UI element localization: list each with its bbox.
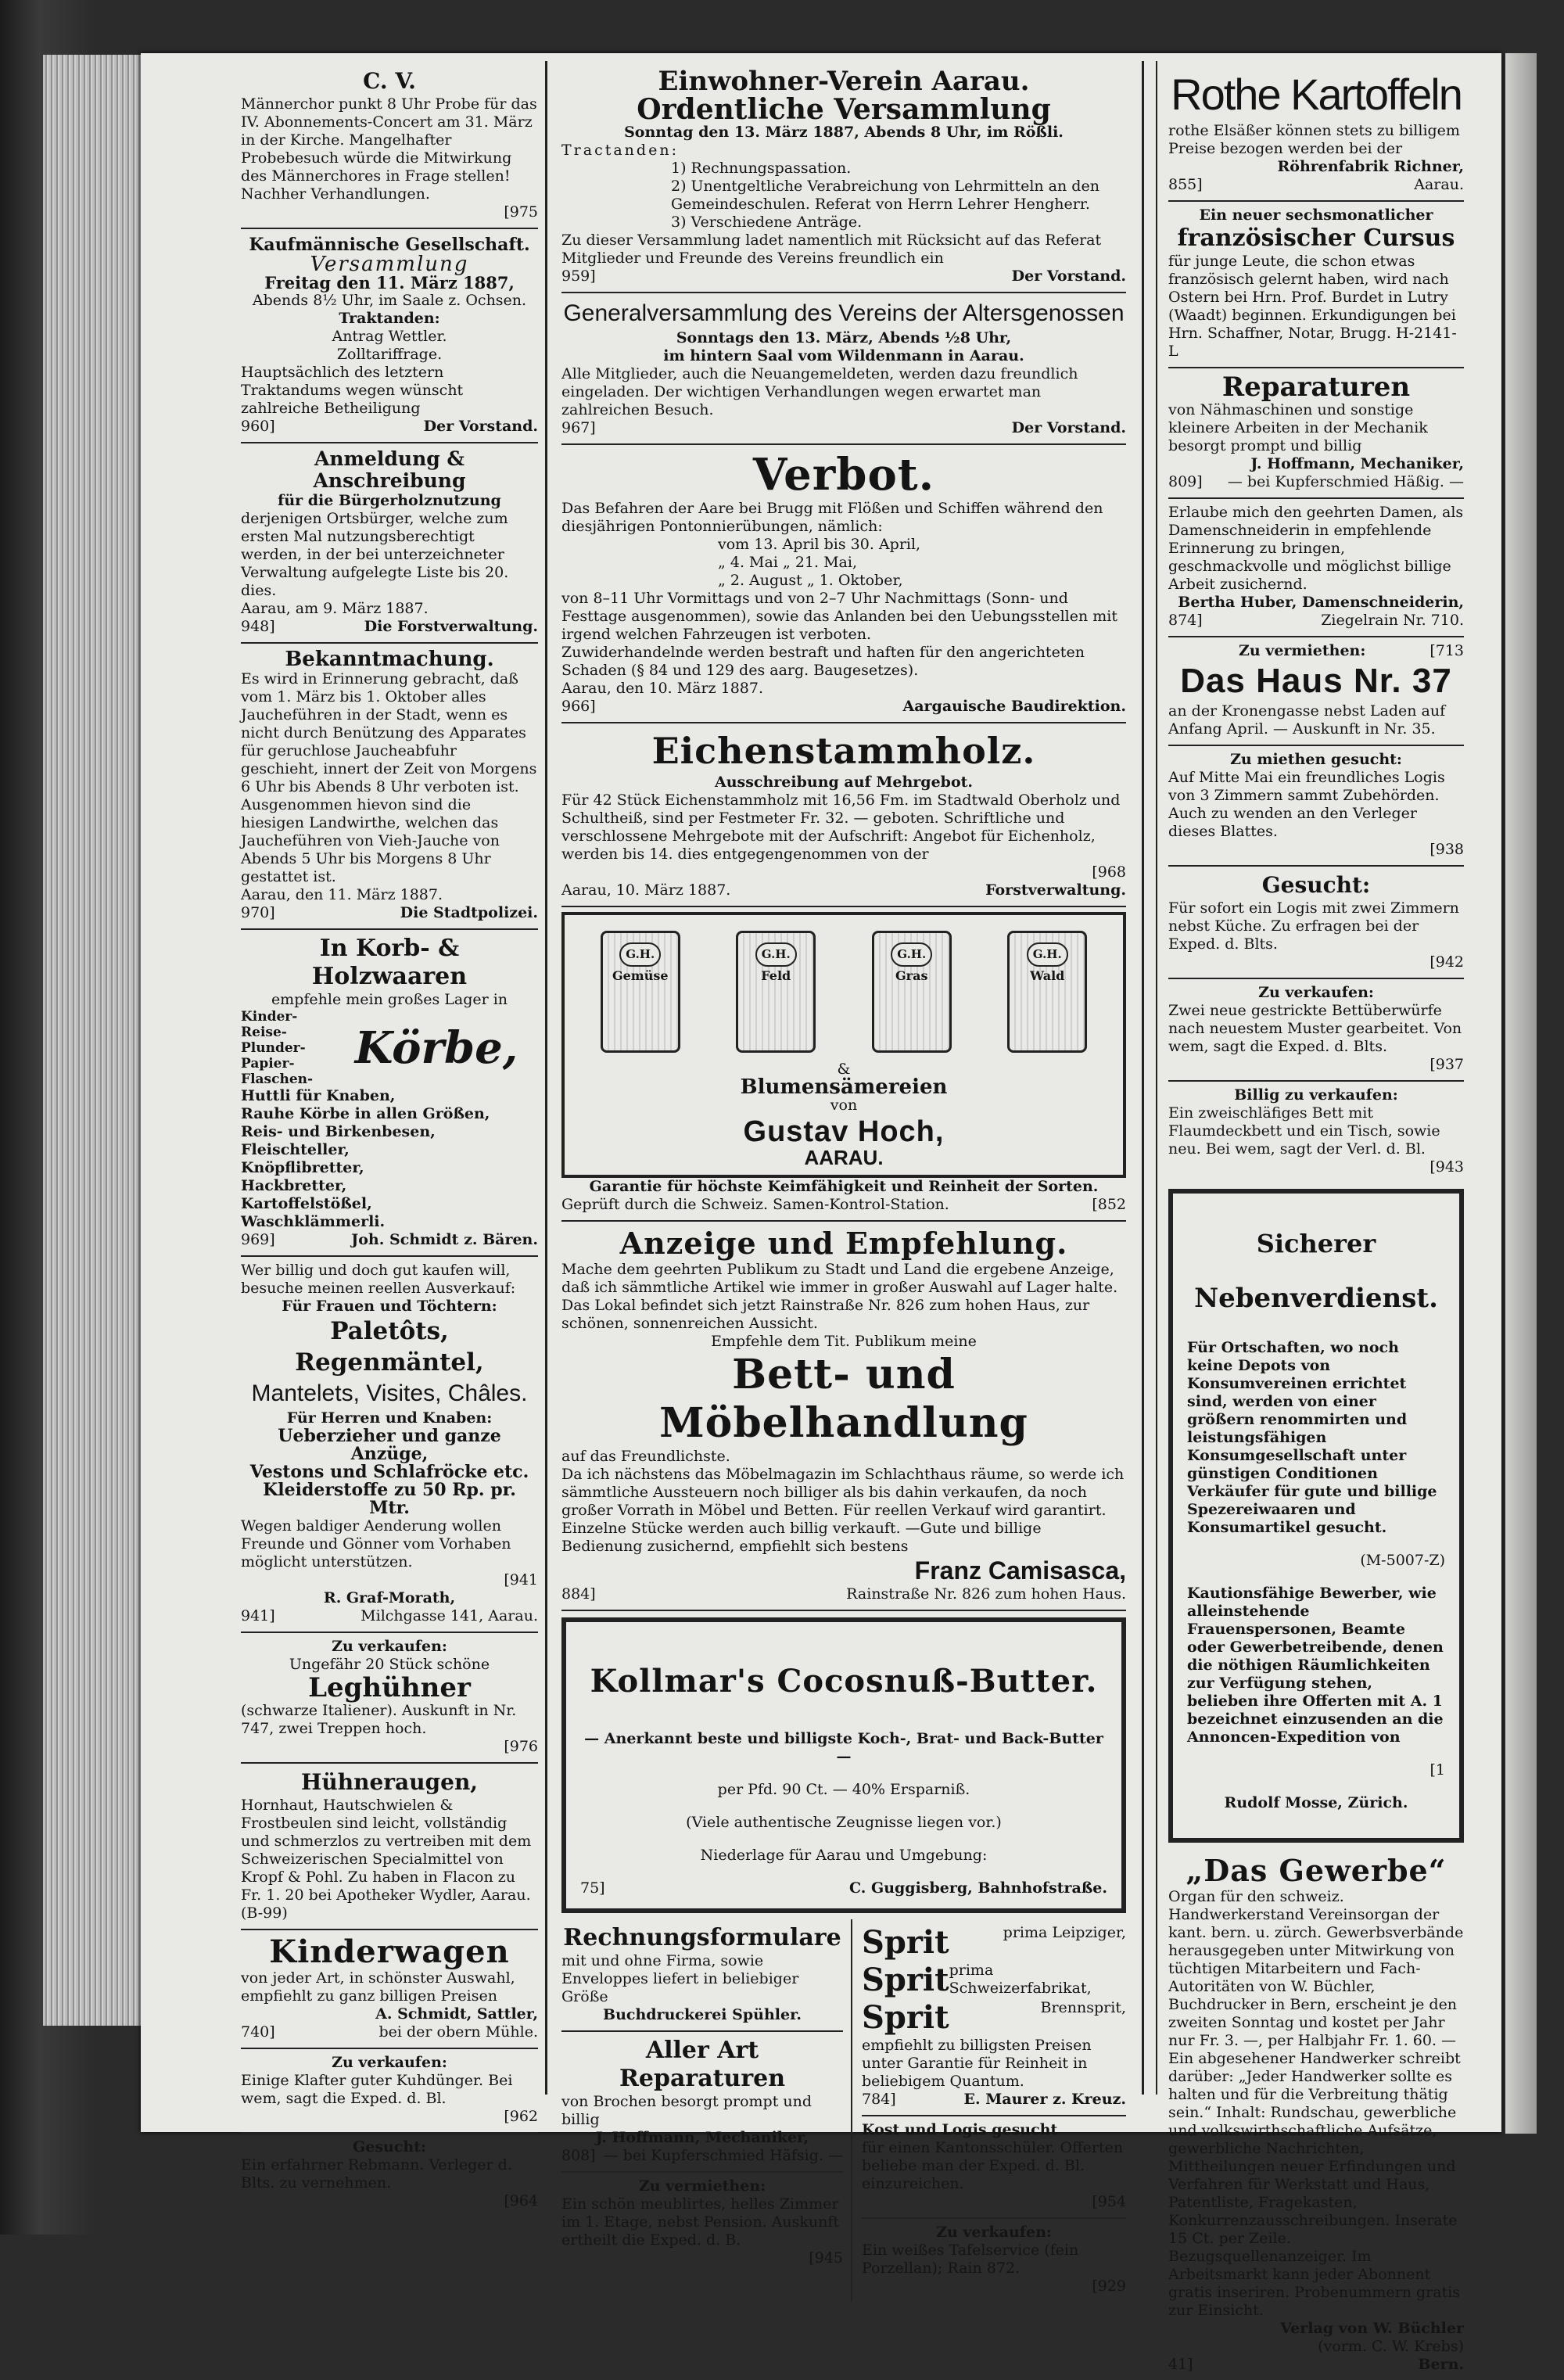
- ad-number: 855]: [1168, 176, 1203, 193]
- ad-kleider: [241, 1257, 538, 1633]
- ad-signature: Buchdruckerei Spühler.: [603, 2006, 802, 2023]
- ad-signature: J. Hoffmann, Mechaniker,: [1250, 455, 1464, 472]
- ad-camisasca: [561, 1222, 1126, 1611]
- seed-sack-icon: [1007, 931, 1087, 1053]
- list-item: Waschklämmerli.: [241, 1213, 386, 1230]
- ad-date: Aarau, am 9. März 1887.: [241, 600, 429, 617]
- ad-address: — bei Kupferschmied Häßig. —: [1227, 473, 1464, 490]
- ad-date: Sonntags den 13. März, Abends ½8 Uhr,: [676, 329, 1012, 346]
- ad-ampersand: &: [837, 1061, 851, 1078]
- ad-rebmann: [241, 2134, 538, 2217]
- ad-title: Kinderwagen: [269, 1933, 510, 1970]
- list-item: Kartoffelstößel,: [241, 1195, 372, 1212]
- ad-subtitle: für die Bürgerholznutzung: [278, 492, 501, 509]
- ad-tafelservice: [862, 2219, 1126, 2302]
- ad-number: 884]: [561, 1585, 596, 1603]
- ad-signature: Der Vorstand.: [1011, 267, 1126, 285]
- ad-subtitle: Versammlung: [310, 253, 469, 276]
- ad-date: Aarau, den 11. März 1887.: [241, 886, 443, 903]
- ad-number: 784]: [862, 2091, 896, 2108]
- ad-text: Ein zweischläfiges Bett mit Flaumdeckbett und ein Tisch, sowie neu. Bei wem, sagt der Verl. d. Bl.: [1168, 1104, 1440, 1158]
- ad-title: Gesucht:: [1261, 872, 1371, 898]
- ad-city: Bern.: [1418, 2356, 1464, 2373]
- ad-text: — Anerkannt beste und billigste Koch-, Brat- und Back-Butter —: [584, 1730, 1103, 1765]
- ad-text: Es wird in Erinnerung gebracht, daß vom 1. März bis 1. Oktober alles Jaucheführen in der Stadt, wenn es nicht durch Benützung des Apparates für geruchlose Jaucheabfuhr geschieht, innert der Zeit von Morgens 6 Uhr bis Abends 8 Uhr verboten ist.: [241, 670, 537, 795]
- ad-signature: C. Guggisberg, Bahnhofstraße.: [848, 1879, 1107, 1897]
- ad-signature: Bertha Huber, Damenschneiderin,: [1178, 594, 1464, 611]
- ad-date: Aarau, 10. März 1887.: [561, 881, 731, 899]
- ad-title: Zu vermiethen:: [1239, 642, 1366, 659]
- ad-item: 1) Rechnungspassation.: [671, 160, 852, 177]
- sprit-word: Sprit: [862, 1924, 949, 1961]
- ad-title: Sicherer: [1256, 1229, 1376, 1258]
- ad-signature: Forstverwaltung.: [985, 881, 1126, 899]
- ad-kollmar: [561, 1617, 1126, 1913]
- ad-number: 966]: [561, 698, 596, 715]
- ad-number: 941]: [241, 1607, 275, 1624]
- ad-text: Für 42 Stück Eichenstammholz mit 16,56 Fm. im Stadtwald Oberholz und Schultheiß, sind per Festmeter Fr. 32. — geboten. Schriftliche und verschlossene Mehrgebote mit der Aufschrift: Angebot für Eichenholz, werden bis 14. dies entgegengenommen von der: [561, 792, 1121, 863]
- ad-signature: J. Hoffmann, Mechaniker,: [595, 2129, 809, 2146]
- ad-signature: Franz Camisasca,: [914, 1556, 1126, 1585]
- ad-title: In Korb- & Holzwaaren: [311, 935, 468, 990]
- ad-text: Für sofort ein Logis mit zwei Zimmern nebst Küche. Zu erfragen bei der Exped. d. Blts.: [1168, 899, 1459, 953]
- ad-text: Hauptsächlich des letztern Traktandums wegen wünscht zahlreiche Betheiligung: [241, 364, 464, 417]
- ad-number: [942: [1429, 953, 1464, 971]
- ad-text: auf das Freundlichste.: [561, 1448, 730, 1465]
- ad-title: Einwohner-Verein Aarau.: [658, 66, 1030, 97]
- ad-item: 3) Verschiedene Anträge.: [671, 214, 863, 231]
- list-item: Reise-: [241, 1025, 287, 1040]
- ad-franzoesisch: [1168, 202, 1464, 368]
- ad-line: Vestons und Schlafröcke etc.: [249, 1462, 529, 1482]
- ad-haus: [1168, 637, 1464, 746]
- ad-text: von jeder Art, in schönster Auswahl, empfiehlt zu ganz billigen Preisen: [241, 1969, 515, 2005]
- ad-address: Rainstraße Nr. 826 zum hohen Haus.: [846, 1585, 1126, 1603]
- ad-kartoffeln: [1168, 63, 1464, 202]
- ad-text: Alle Mitglieder, auch die Neuangemeldeten, werden dazu freundlich eingeladen. Der wichtigen Verhandlungen wegen erwartet man zahlreichen Besuch.: [561, 365, 1078, 418]
- ad-subtitle: Für Herren und Knaben:: [286, 1409, 493, 1427]
- ad-text: empfiehlt zu billigsten Preisen unter Garantie für Reinheit in beliebigem Quantum.: [862, 2037, 1092, 2090]
- ad-text: Auf Mitte Mai ein freundliches Logis von 3 Zimmern sammt Zubehörden. Auch zu wenden an den Verleger dieses Blattes.: [1168, 769, 1445, 840]
- ad-signature: Joh. Schmidt z. Bären.: [351, 1231, 538, 1248]
- ad-text: Wer billig und doch gut kaufen will, besuche meinen reellen Ausverkauf:: [241, 1262, 516, 1297]
- page-stack-edge: [43, 55, 152, 2026]
- sack-label: Gras: [895, 968, 928, 983]
- ad-number: [964: [504, 2192, 538, 2209]
- ad-number: [954: [1092, 2193, 1126, 2210]
- ad-gustav-hoch: [561, 907, 1126, 1222]
- ad-gesucht: [1168, 867, 1464, 979]
- ad-subtitle: Für Frauen und Töchtern:: [282, 1298, 497, 1315]
- ad-number: 969]: [241, 1231, 275, 1248]
- ad-text: rothe Elsäßer können stets zu billigem Preise bezogen werden bei der: [1168, 122, 1460, 157]
- korbe-headline: Körbe,: [354, 1021, 518, 1074]
- ad-subtitle: Blumensämereien: [740, 1075, 948, 1099]
- ad-text: Männerchor punkt 8 Uhr Probe für das IV. Abonnements-Concert am 31. März in der Kirche. Mangelhafter Probebesuch würde die Mitwirkung des Männerchores in Frage stellen! Nachher Verhandlungen.: [241, 95, 537, 203]
- ad-headline: Leghühner: [308, 1672, 471, 1703]
- ad-text: Einige Klafter guter Kuhdünger. Bei wem, sagt die Exped. d. Bl.: [241, 2072, 513, 2107]
- ad-signature: Der Vorstand.: [423, 418, 538, 435]
- bottom-split: [561, 1919, 1126, 2302]
- ad-date-range: vom 13. April bis 30. April,: [718, 536, 921, 553]
- hoch-frame: [561, 912, 1126, 1178]
- list-item: Hackbretter,: [241, 1177, 347, 1194]
- list-item: Knöpflibretter,: [241, 1159, 364, 1176]
- ad-signature: Die Stadtpolizei.: [400, 904, 538, 921]
- ad-title: Zu vermiethen:: [638, 2177, 766, 2195]
- ad-title: Gustav Hoch,: [743, 1115, 945, 1148]
- ad-text: für einen Kantonsschüler. Offerten beliebe man der Exped. d. Bl. einzureichen.: [862, 2139, 1124, 2192]
- ad-bettueberwuerfe: [1168, 979, 1464, 1082]
- ad-logis: [1168, 746, 1464, 867]
- ad-line: Ueberzieher und ganze Anzüge,: [278, 1426, 501, 1464]
- ad-title: Zu verkaufen:: [332, 2054, 447, 2071]
- ad-rechnungsformulare: [561, 1919, 843, 2032]
- ad-korbwaaren: [241, 930, 538, 1257]
- ad-kuhduenger: [241, 2049, 538, 2134]
- ad-number: [943: [1429, 1158, 1464, 1176]
- ad-title: Kaufmännische Gesellschaft.: [249, 235, 530, 255]
- ad-text: Niederlage für Aarau und Umgebung:: [700, 1847, 988, 1864]
- seed-sacks: [572, 931, 1115, 1053]
- ad-number: 75]: [580, 1879, 605, 1897]
- ad-text: Zwei neue gestrickte Bettüberwürfe nach neuestem Muster gearbeitet. Von wem, sagt die Exped. d. Blts.: [1168, 1002, 1462, 1055]
- ad-subtitle: Ordentliche Versammlung: [637, 93, 1051, 126]
- ad-title: Anzeige und Empfehlung.: [619, 1226, 1068, 1261]
- ad-huehneraugen: [241, 1764, 538, 1930]
- list-item: Rauhe Körbe in allen Größen,: [241, 1105, 490, 1122]
- ad-leghuehner: [241, 1633, 538, 1764]
- ad-tractanden: Tractanden:: [561, 142, 679, 159]
- ad-title: Nebenverdienst.: [1194, 1283, 1438, 1314]
- ad-number: [938: [1429, 841, 1464, 858]
- ad-title: Rechnungsformulare: [563, 1924, 841, 1951]
- ad-title: Kost und Logis gesucht: [862, 2121, 1058, 2138]
- ad-signature: R. Graf-Morath,: [323, 1589, 456, 1606]
- ad-signature: A. Schmidt, Sattler,: [375, 2005, 538, 2023]
- ad-kaufmaennische: [241, 229, 538, 443]
- ad-signature: Röhrenfabrik Richner,: [1277, 158, 1464, 175]
- ad-title: C. V.: [363, 68, 416, 94]
- ad-text: Da ich nächstens das Möbelmagazin im Schlachthaus räume, so werde ich sämmtliche Aussteuern noch billiger als bis dahin verkaufen, da noch großer Vorrath in Möbel und Betten. Für reellen Verkauf wird garantirt. Einzelne Stücke werden auch billig verkauft. —Gute und billige Bedienung zusichernd, empfiehlt sich bestens: [561, 1466, 1125, 1555]
- ad-bett: [1168, 1082, 1464, 1183]
- sack-label: Wald: [1030, 968, 1065, 983]
- ad-sprit: [862, 1919, 1126, 2116]
- ad-text: von 8–11 Uhr Vormittags und von 2–7 Uhr Nachmittags (Sonn- und Festtage ausgenommen), sowie das Anlanden bei den Uebungsstellen mit irgend welchen Fahrzeugen ist verboten.: [561, 590, 1118, 643]
- ad-anmeldung: [241, 443, 538, 644]
- ad-subtitle: empfehle mein großes Lager in: [271, 991, 508, 1008]
- bottom-right: [852, 1919, 1126, 2302]
- ad-text: Ungefähr 20 Stück schöne: [289, 1656, 490, 1673]
- ad-number: [968: [1092, 863, 1126, 881]
- ad-number: [975: [504, 203, 538, 221]
- ad-number: [945: [809, 2249, 843, 2267]
- ad-title: französischer Cursus: [1177, 224, 1455, 252]
- sprit-type: prima Leipziger,: [1003, 1924, 1126, 1941]
- ad-text: mit und ohne Firma, sowie Enveloppes liefert in beliebiger Größe: [561, 1952, 799, 2005]
- ad-text: von: [830, 1097, 858, 1114]
- column-left: [241, 63, 538, 2217]
- ad-text: Organ für den schweiz. Handwerkerstand Vereinsorgan der kant. bern. u. zürch. Gewerbsverbände herausgegeben unter Mitwirkung von tüchtigen Mitarbeitern und Fach-Autoritäten von W. Büchler, Buchdrucker in Bern, erscheint je den zweiten Sonntag und kostet per Jahr nur Fr. 3. —, per Halbjahr Fr. 1. 60. — Ein abgesehener Handwerker schreibt darüber: „Jeder Handwerker sollte es halten und für die Verbreitung thätig sein.“ Inhalt: Rundschau, gewerbliche und volkswirthschaftliche Aufsätze, gewerbliche Nachrichten, Mittheilungen neuer Erfindungen und Verfahren für Werkstatt und Haus, Patentliste, Fragekasten, Konkurrenzausschreibungen. Inserate 15 Ct. per Zeile. Bezugsquellenanzeiger. Im Arbeitsmarkt kann jeder Abonnent gratis inseriren. Probenummern gratis zur Einsicht.: [1168, 1888, 1464, 2319]
- seed-sack-icon: [872, 931, 952, 1053]
- ad-signature: Rudolf Mosse, Zürich.: [1224, 1794, 1408, 1811]
- ad-title: Verbot.: [752, 449, 935, 501]
- ad-title: Hühneraugen,: [300, 1769, 479, 1795]
- sprit-type: prima Schweizerfabrikat,: [949, 1962, 1092, 1997]
- ad-title: Zu verkaufen:: [1258, 984, 1374, 1001]
- ad-damenschneiderin: [1168, 499, 1464, 637]
- sack-label: G.H.: [755, 942, 797, 967]
- ad-date: Aarau, den 10. März 1887.: [561, 680, 764, 697]
- ad-item: Antrag Wettler.: [332, 328, 447, 345]
- seed-sack-icon: [601, 931, 680, 1053]
- ad-text: Ausgenommen hievon sind die hiesigen Landwirthe, welchen das Jaucheführen von Vieh-Jauche von Abends 5 Uhr bis Morgens 8 Uhr gestattet ist.: [241, 796, 500, 885]
- ad-time: Abends 8½ Uhr, im Saale z. Ochsen.: [252, 292, 527, 309]
- ad-number: 808]: [561, 2147, 596, 2164]
- ad-code: (M-5007-Z): [1360, 1552, 1445, 1569]
- ad-city: Aarau.: [1414, 176, 1464, 193]
- sack-label: Feld: [761, 968, 791, 983]
- korbe-types: [241, 1009, 335, 1087]
- ad-number: 948]: [241, 618, 275, 635]
- ad-text: Garantie für höchste Keimfähigkeit und Reinheit der Sorten.: [589, 1178, 1099, 1195]
- seed-sack-icon: [736, 931, 816, 1053]
- ad-item: Zolltariffrage.: [336, 346, 443, 363]
- list-item: Kinder-: [241, 1009, 298, 1025]
- ad-text: Mache dem geehrten Publikum zu Stadt und Land die ergebene Anzeige, daß ich sämmtliche Artikel wie immer in großer Auswahl auf Lager halte. Das Lokal befindet sich jetzt Rainstraße Nr. 826 zum hohen Haus, zur schönen, sonnenreichen Aussicht.: [561, 1261, 1118, 1332]
- ad-title: „Das Gewerbe“: [1186, 1853, 1447, 1888]
- ad-title: Zu miethen gesucht:: [1230, 751, 1402, 768]
- ad-tractanden: Traktanden:: [339, 310, 440, 327]
- ad-title: Rothe Kartoffeln: [1171, 70, 1462, 119]
- bottom-left: [561, 1919, 852, 2302]
- list-item: Plunder-: [241, 1040, 306, 1056]
- ad-aller-art: [561, 2032, 843, 2173]
- ad-title: Billig zu verkaufen:: [1234, 1086, 1398, 1104]
- ad-title: Bekanntmachung.: [285, 648, 494, 671]
- list-item: Fleischteller,: [241, 1141, 350, 1158]
- ad-zimmer: [561, 2173, 843, 2274]
- ad-einwohnerverein: [561, 63, 1126, 293]
- ad-eichenstammholz: [561, 723, 1126, 907]
- ad-title: Eichenstammholz.: [651, 730, 1036, 772]
- ad-signature: (vorm. C. W. Krebs): [1318, 2338, 1464, 2355]
- ad-text: derjenigen Ortsbürger, welche zum ersten Mal nutzungsberechtigt werden, in der bei unterzeichneter Verwaltung aufgelegte Liste bis 20. dies.: [241, 510, 509, 599]
- ad-number: [852: [1092, 1196, 1126, 1213]
- ad-address: Ziegelrain Nr. 710.: [1321, 612, 1464, 629]
- ad-text: Erlaube mich den geehrten Damen, als Damenschneiderin in empfehlende Erinnerung zu bringen, geschmackvolle und möglichst billige Arbeit zusichernd.: [1168, 504, 1464, 593]
- ad-title: Gesucht:: [353, 2138, 426, 2156]
- column-rule-2: [1142, 61, 1144, 2095]
- list-item: Reis- und Birkenbesen,: [241, 1123, 436, 1140]
- ad-verbot: [561, 445, 1126, 723]
- ad-number: [929: [1092, 2278, 1126, 2295]
- ad-text: Geprüft durch die Schweiz. Samen-Kontrol-Station.: [561, 1196, 949, 1213]
- sack-label: Gemüse: [612, 968, 669, 983]
- ad-address: Milchgasse 141, Aarau.: [361, 1607, 538, 1624]
- ad-number: 740]: [241, 2023, 275, 2041]
- right-binding-edge: [1505, 53, 1537, 2134]
- ad-number: [962: [504, 2108, 538, 2125]
- ad-cv: [241, 63, 538, 229]
- ad-text: von Brochen besorgt prompt und billig: [561, 2093, 812, 2128]
- sack-label: G.H.: [891, 942, 932, 967]
- ad-text: an der Kronengasse nebst Laden auf Anfang April. — Auskunft in Nr. 35.: [1168, 702, 1446, 738]
- ad-title: Generalversammlung des Vereins der Altersgenossen: [563, 300, 1125, 326]
- ad-date-range: „ 4. Mai „ 21. Mai,: [718, 554, 857, 571]
- ad-signature: E. Maurer z. Kreuz.: [963, 2091, 1126, 2108]
- ad-date: Sonntag den 13. März 1887, Abends 8 Uhr, im Rößli.: [624, 124, 1064, 141]
- ad-text: Ein weißes Tafelservice (fein Porzellan); Rain 872.: [862, 2242, 1079, 2277]
- ad-nebenverdienst: [1168, 1189, 1464, 1843]
- ad-signature: Aargauische Baudirektion.: [902, 698, 1126, 715]
- ad-text: (schwarze Italiener). Auskunft in Nr. 747, zwei Treppen hoch.: [241, 1702, 517, 1737]
- ad-number: 960]: [241, 418, 275, 435]
- ad-number: 970]: [241, 904, 275, 921]
- ad-number: 41]: [1168, 2356, 1193, 2373]
- ad-date-range: „ 2. August „ 1. Oktober,: [718, 572, 903, 589]
- ad-date: Freitag den 11. März 1887,: [264, 273, 515, 293]
- ad-number: 874]: [1168, 612, 1203, 629]
- ad-number: 959]: [561, 267, 596, 285]
- ad-signature: Die Forstverwaltung.: [364, 618, 538, 635]
- ad-number: [1: [1429, 1761, 1445, 1779]
- ad-text: (Viele authentische Zeugnisse liegen vor.): [686, 1814, 1002, 1831]
- ad-headline: Paletôts, Regenmäntel,: [295, 1317, 484, 1377]
- list-item: Papier-: [241, 1056, 295, 1072]
- ad-city: AARAU.: [804, 1146, 884, 1169]
- ad-kost-logis: [862, 2116, 1126, 2219]
- ad-title: Reparaturen: [1221, 372, 1411, 403]
- list-item: Huttli für Knaben,: [241, 1087, 396, 1104]
- ad-text: Ein erfahrner Rebmann. Verleger d. Blts. zu vernehmen.: [241, 2156, 512, 2192]
- sack-label: G.H.: [1027, 942, 1068, 967]
- column-rule-1: [545, 61, 547, 2095]
- ad-text: Empfehle dem Tit. Publikum meine: [711, 1333, 977, 1350]
- ad-gewerbe: [1168, 1849, 1464, 2380]
- ad-signature: Verlag von W. Büchler: [1280, 2320, 1464, 2337]
- ad-text: für junge Leute, die schon etwas französisch gelernt haben, wird nach Ostern bei Hrn. Prof. Burdet in Lutry (Waadt) beginnen. Erkundigungen bei Hrn. Schaffner, Notar, Brugg. H-2141-L: [1168, 253, 1457, 360]
- ad-title: Anmeldung & Anschreibung: [313, 447, 466, 492]
- ad-headline: Mantelets, Visites, Châles.: [251, 1380, 528, 1406]
- ad-number: [713: [1429, 642, 1464, 659]
- ad-text: Für Ortschaften, wo noch keine Depots von Konsumvereinen errichtet sind, werden von einer größern renommirten und leistungsfähigen Konsumgesellschaft unter günstigen Conditionen Verkäufer für gute und billige Spezereiwaaren und Konsumartikel gesucht.: [1187, 1339, 1437, 1536]
- ad-subtitle: Ausschreibung auf Mehrgebot.: [714, 774, 974, 791]
- ad-number: 809]: [1168, 473, 1203, 490]
- ad-number: [941: [504, 1571, 538, 1588]
- sprit-type: Brennsprit,: [1040, 1999, 1126, 2016]
- ad-text: Ein schön meublirtes, helles Zimmer im 1. Etage, nebst Pension. Auskunft ertheilt die Exped. d. B.: [561, 2195, 840, 2249]
- ad-text: Wegen baldiger Aenderung wollen Freunde und Gönner vom Vorhaben möglicht unterstützen.: [241, 1517, 511, 1571]
- column-right: [1168, 63, 1464, 2380]
- ad-title: Kollmar's Cocosnuß-Butter.: [590, 1663, 1098, 1700]
- ad-text: Das Befahren der Aare bei Brugg mit Flößen und Schiffen während den diesjährigen Pontonnierübungen, nämlich:: [561, 500, 1103, 535]
- ad-title: Zu verkaufen:: [936, 2224, 1052, 2241]
- ad-subtitle: Ein neuer sechsmonatlicher: [1199, 206, 1433, 224]
- ad-number: [937: [1429, 1056, 1464, 1073]
- column-rule-3: [1156, 61, 1157, 2095]
- ad-generalversammlung: [561, 293, 1126, 445]
- sprit-word: Sprit: [862, 1962, 949, 1998]
- ad-place: im hintern Saal vom Wildenmann in Aarau.: [663, 347, 1024, 364]
- ad-signature: Der Vorstand.: [1011, 419, 1126, 436]
- ad-title: Zu verkaufen:: [332, 1638, 447, 1655]
- sack-label: G.H.: [619, 942, 661, 967]
- ad-title: Aller Art Reparaturen: [619, 2037, 786, 2092]
- ad-text: Zuwiderhandelnde werden bestraft und haften für den angerichteten Schaden (§ 84 und 129 des aarg. Baugesetzes).: [561, 644, 1085, 679]
- list-item: Flaschen-: [241, 1072, 314, 1087]
- ad-kinderwagen: [241, 1930, 538, 2049]
- ad-number: 967]: [561, 419, 596, 436]
- ad-item: 2) Unentgeltliche Verabreichung von Lehrmitteln an den Gemeindeschulen. Referat von Herrn Lehrer Hengherr.: [671, 178, 1099, 213]
- ad-address: bei der obern Mühle.: [378, 2023, 538, 2041]
- ad-text: Zu dieser Versammlung ladet namentlich mit Rücksicht auf das Referat Mitglieder und Freunde des Vereins freundlich ein: [561, 232, 1102, 267]
- ad-reparaturen: [1168, 368, 1464, 499]
- ad-number: [976: [504, 1738, 538, 1755]
- ad-text: per Pfd. 90 Ct. — 40% Ersparniß.: [717, 1781, 970, 1798]
- korbe-block: [241, 1009, 538, 1087]
- ad-text: Hornhaut, Hautschwielen & Frostbeulen sind leicht, vollständig und schmerzlos zu vertreiben mit dem Schweizerischen Specialmittel von Kropf & Pohl. Zu haben in Flacon zu Fr. 1. 20 bei Apotheker Wydler, Aarau. (B-99): [241, 1797, 532, 1922]
- ad-text: von Nähmaschinen und sonstige kleinere Arbeiten in der Mechanik besorgt prompt und billig: [1168, 401, 1428, 454]
- ad-headline: Das Haus Nr. 37: [1180, 662, 1452, 700]
- column-middle: [561, 63, 1126, 2302]
- ad-text: Kautionsfähige Bewerber, wie alleinstehende Frauenspersonen, Beamte oder Gewerbetreibende, denen die nöthigen Räumlichkeiten zur Verfügung stehen, belieben ihre Offerten mit A. 1 bezeichnet einzusenden an die Annoncen-Expedition von: [1187, 1585, 1444, 1746]
- ad-headline: Bett- und Möbelhandlung: [659, 1351, 1028, 1447]
- ad-price: Kleiderstoffe zu 50 Rp. pr. Mtr.: [263, 1480, 516, 1518]
- ad-bekanntmachung: [241, 644, 538, 930]
- sprit-word: Sprit: [862, 1999, 949, 2036]
- ad-address: — bei Kupferschmied Häfsig. —: [603, 2147, 843, 2164]
